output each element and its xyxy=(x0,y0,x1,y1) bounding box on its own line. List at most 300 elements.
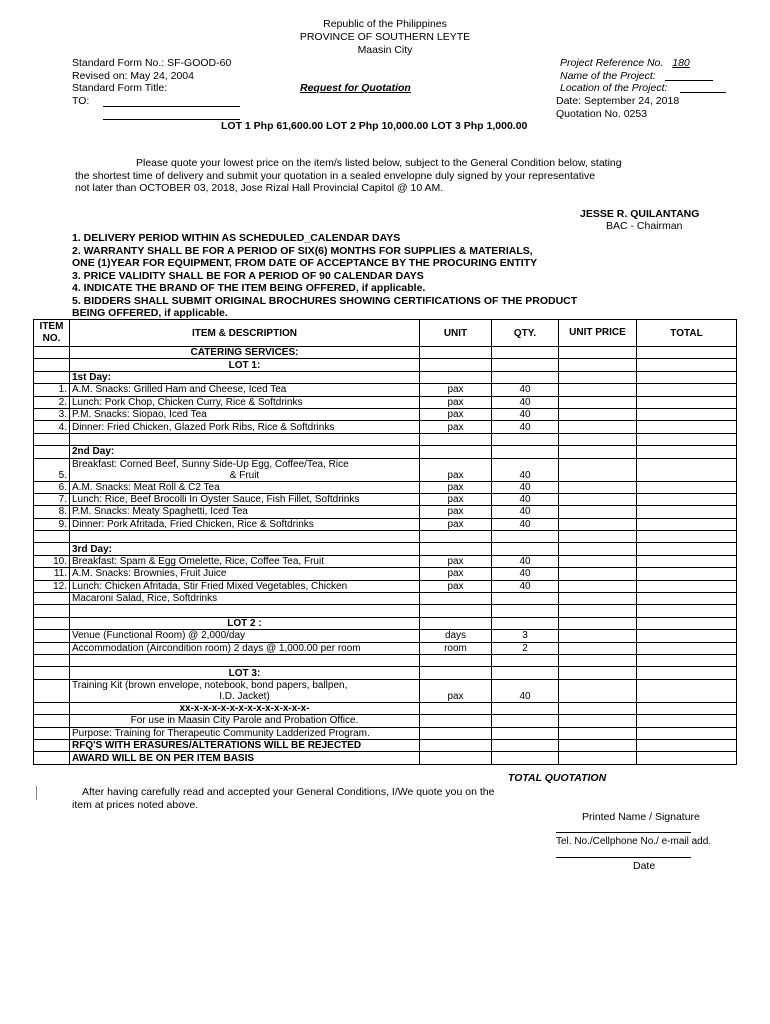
unit-price-cell xyxy=(559,371,637,383)
qty-cell xyxy=(492,667,559,679)
unit-cell xyxy=(420,347,492,359)
date-label: Date xyxy=(633,860,656,872)
unit-cell: pax xyxy=(420,555,492,567)
project-reference-value: 180 xyxy=(672,57,690,69)
table-row xyxy=(34,739,737,751)
location-of-project: Location of the Project: xyxy=(560,82,668,94)
qty-cell xyxy=(492,654,559,666)
description-cell xyxy=(70,458,420,481)
name-of-project-line xyxy=(665,80,713,81)
description-cell xyxy=(70,555,420,567)
unit-cell xyxy=(420,605,492,617)
unit-price-cell xyxy=(559,727,637,739)
to-line-2 xyxy=(103,119,240,120)
description-continuation: & Fruit xyxy=(229,469,260,481)
item-no-cell xyxy=(34,642,70,654)
description-text: 3rd Day: xyxy=(72,543,113,555)
description-continuation: I.D. Jacket) xyxy=(219,690,270,702)
intro-line-1: Please quote your lowest price on the item/s listed below, subject to the General Condition below, stating xyxy=(136,157,622,169)
qty-cell: 40 xyxy=(492,568,559,580)
description-cell xyxy=(70,580,420,592)
item-no-cell xyxy=(34,739,70,751)
closing-line-1: After having carefully read and accepted your General Conditions, I/We quote you on the xyxy=(82,786,495,798)
table-row xyxy=(34,371,737,383)
unit-cell: pax xyxy=(420,408,492,420)
total-cell xyxy=(637,739,737,751)
description-text: Lunch: Pork Chop, Chicken Curry, Rice & Softdrinks xyxy=(72,396,303,408)
unit-price-cell xyxy=(559,667,637,679)
unit-price-cell xyxy=(559,617,637,629)
total-cell xyxy=(637,617,737,629)
qty-cell: 40 xyxy=(492,580,559,592)
total-cell xyxy=(637,493,737,505)
unit-price-cell xyxy=(559,568,637,580)
unit-cell: pax xyxy=(420,396,492,408)
contact-line xyxy=(556,832,691,833)
item-no-cell xyxy=(34,593,70,605)
table-row xyxy=(34,617,737,629)
unit-price-cell xyxy=(559,605,637,617)
unit-cell xyxy=(420,702,492,714)
to-line-1 xyxy=(103,106,240,107)
qty-cell xyxy=(492,593,559,605)
item-no-cell: 12. xyxy=(34,580,70,592)
item-no-cell xyxy=(34,359,70,371)
total-cell xyxy=(637,347,737,359)
description-cell xyxy=(70,593,420,605)
description-cell xyxy=(70,384,420,396)
qty-cell xyxy=(492,702,559,714)
description-cell xyxy=(70,630,420,642)
description-text: 2nd Day: xyxy=(72,446,115,458)
to-label: TO: xyxy=(72,95,90,107)
qty-cell: 40 xyxy=(492,396,559,408)
table-row xyxy=(34,580,737,592)
unit-price-cell xyxy=(559,493,637,505)
header-city: Maasin City xyxy=(357,44,413,56)
item-no-cell xyxy=(34,446,70,458)
description-cell xyxy=(70,727,420,739)
item-no-cell xyxy=(34,433,70,445)
unit-cell xyxy=(420,593,492,605)
form-title: Request for Quotation xyxy=(300,82,411,94)
description-text: LOT 2 : xyxy=(227,618,262,629)
description-text: LOT 3: xyxy=(228,667,261,679)
unit-price-cell xyxy=(559,593,637,605)
table-row xyxy=(34,667,737,679)
unit-price-cell xyxy=(559,752,637,764)
total-cell xyxy=(637,458,737,481)
quotation-date: Date: September 24, 2018 xyxy=(556,95,680,107)
description-cell xyxy=(70,654,420,666)
description-text: A.M. Snacks: Grilled Ham and Cheese, Iced Tea xyxy=(72,384,287,396)
total-cell xyxy=(637,667,737,679)
qty-cell xyxy=(492,715,559,727)
unit-price-cell xyxy=(559,384,637,396)
qty-cell xyxy=(492,446,559,458)
project-reference xyxy=(560,57,706,69)
unit-price-cell xyxy=(559,481,637,493)
qty-cell xyxy=(492,359,559,371)
total-cell xyxy=(637,630,737,642)
unit-cell: pax xyxy=(420,679,492,702)
description-text: Venue (Functional Room) @ 2,000/day xyxy=(72,630,246,642)
item-no-cell xyxy=(34,371,70,383)
description-cell xyxy=(70,752,420,764)
qty-cell: 2 xyxy=(492,642,559,654)
description-text: P.M. Snacks: Meaty Spaghetti, Iced Tea xyxy=(72,506,248,518)
total-cell xyxy=(637,727,737,739)
total-cell xyxy=(637,531,737,543)
table-row xyxy=(34,543,737,555)
total-cell xyxy=(637,654,737,666)
unit-price-cell xyxy=(559,642,637,654)
description-text: Dinner: Fried Chicken, Glazed Pork Ribs, Rice & Softdrinks xyxy=(72,421,335,433)
unit-cell: days xyxy=(420,630,492,642)
table-body xyxy=(34,347,737,765)
table-row xyxy=(34,433,737,445)
description-cell xyxy=(70,715,420,727)
unit-cell xyxy=(420,531,492,543)
total-cell xyxy=(637,642,737,654)
unit-cell: pax xyxy=(420,580,492,592)
item-no-cell: 10. xyxy=(34,555,70,567)
description-text: xx-x-x-x-x-x-x-x-x-x-x-x-x-x- xyxy=(179,702,310,714)
item-no-cell xyxy=(34,679,70,702)
description-cell xyxy=(70,531,420,543)
unit-price-cell xyxy=(559,506,637,518)
description-cell xyxy=(70,679,420,702)
condition-3: 3. PRICE VALIDITY SHALL BE FOR A PERIOD OF 90 CALENDAR DAYS xyxy=(72,269,424,282)
qty-cell: 40 xyxy=(492,555,559,567)
unit-cell: pax xyxy=(420,568,492,580)
unit-cell xyxy=(420,739,492,751)
item-no-cell: 6. xyxy=(34,481,70,493)
total-cell xyxy=(637,605,737,617)
item-no-cell xyxy=(34,617,70,629)
item-no-cell: 8. xyxy=(34,506,70,518)
description-cell xyxy=(70,493,420,505)
general-conditions xyxy=(72,232,577,320)
unit-cell xyxy=(420,667,492,679)
item-no-cell: 1. xyxy=(34,384,70,396)
total-cell xyxy=(637,555,737,567)
quotation-table xyxy=(33,319,737,765)
table-row xyxy=(34,605,737,617)
qty-cell xyxy=(492,347,559,359)
unit-cell xyxy=(420,446,492,458)
item-no-cell xyxy=(34,630,70,642)
total-cell xyxy=(637,421,737,433)
contact-label: Tel. No./Cellphone No./ e-mail add. xyxy=(556,836,712,847)
closing-line-2: item at prices noted above. xyxy=(72,799,199,811)
unit-price-cell xyxy=(559,555,637,567)
table-header-row xyxy=(34,320,737,347)
description-cell xyxy=(70,371,420,383)
total-cell xyxy=(637,359,737,371)
condition-4: 4. INDICATE THE BRAND OF THE ITEM BEING OFFERED, if applicable. xyxy=(72,282,426,294)
qty-cell: 40 xyxy=(492,421,559,433)
description-text: 1st Day: xyxy=(72,371,111,383)
unit-cell: pax xyxy=(420,518,492,530)
item-no-cell: 9. xyxy=(34,518,70,530)
total-cell xyxy=(637,481,737,493)
condition-5: 5. BIDDERS SHALL SUBMIT ORIGINAL BROCHURES SHOWING CERTIFICATIONS OF THE PRODUCT xyxy=(72,294,578,307)
qty-cell xyxy=(492,752,559,764)
item-no-cell xyxy=(34,347,70,359)
description-text: Breakfast: Spam & Egg Omelette, Rice, Coffee Tea, Fruit xyxy=(72,556,324,568)
description-text: Breakfast: Corned Beef, Sunny Side-Up Egg, Coffee/Tea, Rice xyxy=(72,458,349,470)
total-cell xyxy=(637,408,737,420)
table-row xyxy=(34,384,737,396)
unit-price-cell xyxy=(559,421,637,433)
table-row xyxy=(34,654,737,666)
total-cell xyxy=(637,593,737,605)
unit-cell xyxy=(420,617,492,629)
unit-cell xyxy=(420,371,492,383)
total-cell xyxy=(637,715,737,727)
description-cell xyxy=(70,605,420,617)
table-row xyxy=(34,421,737,433)
item-no-cell: 4. xyxy=(34,421,70,433)
total-cell xyxy=(637,384,737,396)
description-cell xyxy=(70,667,420,679)
date-line xyxy=(556,857,691,858)
unit-price-cell xyxy=(559,359,637,371)
unit-cell: pax xyxy=(420,421,492,433)
header-unit-price: UNIT PRICE xyxy=(559,320,637,347)
unit-cell xyxy=(420,727,492,739)
item-no-cell xyxy=(34,667,70,679)
unit-cell xyxy=(420,654,492,666)
item-no-cell xyxy=(34,715,70,727)
table-row xyxy=(34,568,737,580)
description-text: RFQ'S WITH ERASURES/ALTERATIONS WILL BE REJECTED xyxy=(72,740,362,752)
unit-price-cell xyxy=(559,543,637,555)
table-row xyxy=(34,458,737,481)
table-row xyxy=(34,727,737,739)
header-qty: QTY. xyxy=(492,320,559,347)
description-text: P.M. Snacks: Siopao, Iced Tea xyxy=(72,409,207,421)
total-cell xyxy=(637,580,737,592)
qty-cell: 40 xyxy=(492,493,559,505)
header-republic: Republic of the Philippines xyxy=(323,18,447,30)
total-cell xyxy=(637,506,737,518)
unit-price-cell xyxy=(559,347,637,359)
project-reference-label: Project Reference No. xyxy=(560,57,664,69)
total-cell xyxy=(637,702,737,714)
unit-cell: room xyxy=(420,642,492,654)
total-cell xyxy=(637,568,737,580)
intro-line-3: not later than OCTOBER 03, 2018, Jose Rizal Hall Provincial Capitol @ 10 AM. xyxy=(75,182,444,194)
margin-mark xyxy=(36,786,37,800)
description-cell xyxy=(70,481,420,493)
description-cell xyxy=(70,702,420,714)
revised-on: Revised on: May 24, 2004 xyxy=(72,70,194,82)
header-description: ITEM & DESCRIPTION xyxy=(70,320,420,347)
qty-cell: 40 xyxy=(492,384,559,396)
qty-cell: 40 xyxy=(492,518,559,530)
unit-price-cell xyxy=(559,702,637,714)
qty-cell xyxy=(492,739,559,751)
description-cell xyxy=(70,617,420,629)
unit-price-cell xyxy=(559,715,637,727)
total-cell xyxy=(637,396,737,408)
item-no-cell xyxy=(34,752,70,764)
description-text: AWARD WILL BE ON PER ITEM BASIS xyxy=(72,752,255,764)
description-text: LOT 1: xyxy=(228,359,261,371)
item-no-cell xyxy=(34,605,70,617)
qty-cell xyxy=(492,727,559,739)
unit-price-cell xyxy=(559,408,637,420)
header-total: TOTAL xyxy=(637,320,737,347)
table-row xyxy=(34,359,737,371)
unit-cell: pax xyxy=(420,493,492,505)
unit-price-cell xyxy=(559,446,637,458)
table-row xyxy=(34,555,737,567)
item-no-cell xyxy=(34,531,70,543)
table-row xyxy=(34,408,737,420)
item-no-cell xyxy=(34,727,70,739)
table-row xyxy=(34,481,737,493)
description-text: Macaroni Salad, Rice, Softdrinks xyxy=(72,593,218,605)
table-row xyxy=(34,531,737,543)
description-text: Accommodation (Aircondition room) 2 days @ 1,000.00 per room xyxy=(72,642,361,654)
total-cell xyxy=(637,752,737,764)
description-text: For use in Maasin City Parole and Probation Office. xyxy=(130,715,359,727)
total-cell xyxy=(637,518,737,530)
header-item-no: ITEM NO. xyxy=(34,320,70,347)
qty-cell xyxy=(492,433,559,445)
unit-cell xyxy=(420,359,492,371)
table-row xyxy=(34,446,737,458)
unit-cell xyxy=(420,715,492,727)
unit-price-cell xyxy=(559,433,637,445)
item-no-cell xyxy=(34,543,70,555)
printed-name-signature: Printed Name / Signature xyxy=(582,811,700,823)
qty-cell: 40 xyxy=(492,408,559,420)
header-unit: UNIT xyxy=(420,320,492,347)
description-text: Lunch: Rice, Beef Brocolli In Oyster Sauce, Fish Fillet, Softdrinks xyxy=(72,494,360,506)
condition-2: 2. WARRANTY SHALL BE FOR A PERIOD OF SIX(6) MONTHS FOR SUPPLIES & MATERIALS, xyxy=(72,244,533,257)
unit-price-cell xyxy=(559,580,637,592)
qty-cell xyxy=(492,531,559,543)
description-text: A.M. Snacks: Brownies, Fruit Juice xyxy=(72,568,227,580)
qty-cell: 3 xyxy=(492,630,559,642)
standard-form-no: Standard Form No.: SF-GOOD-60 xyxy=(72,57,232,69)
unit-price-cell xyxy=(559,630,637,642)
description-cell xyxy=(70,396,420,408)
description-text: Training Kit (brown envelope, notebook, bond papers, ballpen, xyxy=(72,679,348,691)
unit-cell: pax xyxy=(420,458,492,481)
description-cell xyxy=(70,642,420,654)
description-text: Lunch: Chicken Afritada, Stir Fried Mixed Vegetables, Chicken xyxy=(72,580,348,592)
table-row xyxy=(34,347,737,359)
description-cell xyxy=(70,359,420,371)
condition-1: 1. DELIVERY PERIOD WITHIN AS SCHEDULED_CALENDAR DAYS xyxy=(72,232,401,244)
table-row xyxy=(34,593,737,605)
total-quotation: TOTAL QUOTATION xyxy=(508,772,607,784)
description-cell xyxy=(70,347,420,359)
unit-cell: pax xyxy=(420,481,492,493)
description-cell xyxy=(70,543,420,555)
item-no-cell: 5. xyxy=(34,458,70,481)
description-cell xyxy=(70,433,420,445)
item-no-cell: 2. xyxy=(34,396,70,408)
table-row xyxy=(34,679,737,702)
condition-5-cont: BEING OFFERED, if applicable. xyxy=(72,307,228,319)
description-cell xyxy=(70,408,420,420)
unit-price-cell xyxy=(559,458,637,481)
qty-cell: 40 xyxy=(492,481,559,493)
description-text: A.M. Snacks: Meat Roll & C2 Tea xyxy=(72,481,220,493)
item-no-cell: 3. xyxy=(34,408,70,420)
total-cell xyxy=(637,371,737,383)
table-row xyxy=(34,518,737,530)
unit-cell: pax xyxy=(420,506,492,518)
item-no-cell xyxy=(34,654,70,666)
description-cell xyxy=(70,518,420,530)
item-no-cell: 7. xyxy=(34,493,70,505)
unit-cell: pax xyxy=(420,384,492,396)
total-cell xyxy=(637,433,737,445)
description-cell xyxy=(70,506,420,518)
total-cell xyxy=(637,446,737,458)
description-text: CATERING SERVICES: xyxy=(190,347,299,359)
unit-cell xyxy=(420,433,492,445)
table-row xyxy=(34,702,737,714)
description-cell xyxy=(70,739,420,751)
unit-price-cell xyxy=(559,679,637,702)
unit-price-cell xyxy=(559,531,637,543)
table-row xyxy=(34,630,737,642)
description-text: Dinner: Pork Afritada, Fried Chicken, Rice & Softdrinks xyxy=(72,518,314,530)
lots-summary: LOT 1 Php 61,600.00 LOT 2 Php 10,000.00 LOT 3 Php 1,000.00 xyxy=(221,120,528,132)
item-no-cell xyxy=(34,702,70,714)
description-text: Purpose: Training for Therapeutic Community Ladderized Program. xyxy=(72,727,370,739)
unit-cell xyxy=(420,543,492,555)
unit-cell xyxy=(420,752,492,764)
qty-cell xyxy=(492,605,559,617)
description-cell xyxy=(70,421,420,433)
quotation-no: Quotation No. 0253 xyxy=(556,108,648,120)
header-province: PROVINCE OF SOUTHERN LEYTE xyxy=(299,31,471,43)
qty-cell: 40 xyxy=(492,679,559,702)
description-cell xyxy=(70,568,420,580)
table-row xyxy=(34,715,737,727)
unit-price-cell xyxy=(559,654,637,666)
location-line xyxy=(680,92,726,93)
qty-cell xyxy=(492,543,559,555)
total-cell xyxy=(637,543,737,555)
qty-cell: 40 xyxy=(492,458,559,481)
table-row xyxy=(34,752,737,764)
table-row xyxy=(34,642,737,654)
signatory-name: JESSE R. QUILANTANG xyxy=(580,208,700,220)
name-of-project: Name of the Project: xyxy=(560,70,656,82)
qty-cell: 40 xyxy=(492,506,559,518)
unit-price-cell xyxy=(559,396,637,408)
item-no-cell: 11. xyxy=(34,568,70,580)
standard-form-title-label: Standard Form Title: xyxy=(72,82,168,94)
description-cell xyxy=(70,446,420,458)
condition-2-cont: ONE (1)YEAR FOR EQUIPMENT, FROM DATE OF ACCEPTANCE BY THE PROCURING ENTITY xyxy=(72,257,538,269)
qty-cell xyxy=(492,617,559,629)
table-row xyxy=(34,396,737,408)
table-row xyxy=(34,493,737,505)
total-cell xyxy=(637,679,737,702)
qty-cell xyxy=(492,371,559,383)
